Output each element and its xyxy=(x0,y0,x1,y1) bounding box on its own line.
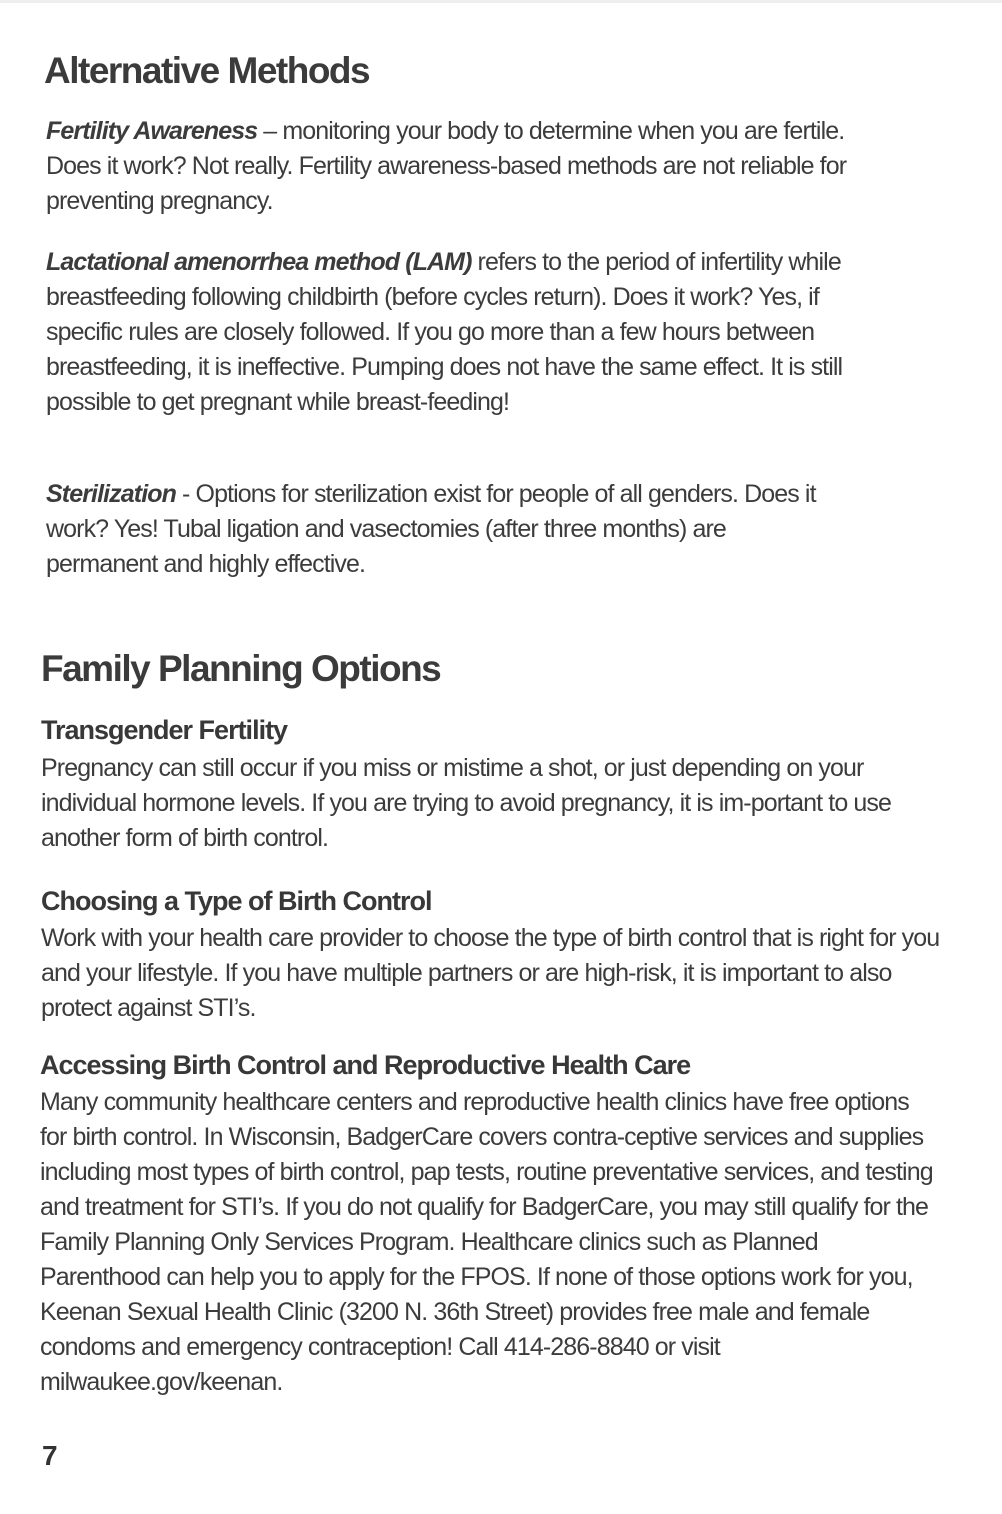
lam-term: Lactational amenorrhea method (LAM) xyxy=(46,248,472,276)
choosing-birth-control-heading: Choosing a Type of Birth Control xyxy=(41,886,432,916)
accessing-care-text: Many community healthcare centers and reproductive health clinics have free options for birth control. In Wisconsin, BadgerCare covers contra-ceptive services and supplies including most types of birth control, pap tests, routine preventative services, and testing and treatment for STI’s. If you do not qualify for BadgerCare, you may still qualify for the Family Planning Only Services Program. Healthcare clinics such as Planned Parenthood can help you to apply for the FPOS. If none of those options work for you, Keenan Sexual Health Clinic (3200 N. 36th Street) provides free male and female condoms and emergency contraception! Call 414-286-8840 or visit milwaukee.gov/keenan. xyxy=(40,1088,933,1396)
lam-paragraph xyxy=(46,245,876,420)
fertility-awareness-term: Fertility Awareness xyxy=(46,117,258,145)
transgender-fertility-heading: Transgender Fertility xyxy=(41,715,288,745)
sterilization-paragraph xyxy=(46,477,836,582)
fertility-awareness-text: – monitoring your body to determine when you are fertile. Does it work? Not really. Fertility awareness-based methods are not reliable for preventing pregnancy. xyxy=(46,117,847,215)
sterilization-text: - Options for sterilization exist for people of all genders. Does it work? Yes! Tubal ligation and vasectomies (after three months) are permanent and highly effective. xyxy=(46,480,816,578)
alternative-methods-title: Alternative Methods xyxy=(44,50,370,91)
fertility-awareness-paragraph xyxy=(46,114,876,219)
page-number: 7 xyxy=(42,1440,58,1471)
accessing-care-heading: Accessing Birth Control and Reproductive Health Care xyxy=(40,1050,691,1080)
family-planning-title: Family Planning Options xyxy=(41,648,441,689)
lam-text: refers to the period of infertility while breastfeeding following childbirth (before cycles return). Does it work? Yes, if specific rules are closely followed. If you go more than a few hours between breastfeeding, it is ineffective. Pumping does not have the same effect. It is still possible to get pregnant while breast-feeding! xyxy=(46,248,843,416)
top-divider xyxy=(0,0,1002,3)
sterilization-term: Sterilization xyxy=(46,480,176,508)
choosing-birth-control-text: Work with your health care provider to choose the type of birth control that is right for you and your lifestyle. If you have multiple partners or are high-risk, it is important to also protect against STI’s. xyxy=(41,924,940,1022)
transgender-fertility-text: Pregnancy can still occur if you miss or mistime a shot, or just depending on your individual hormone levels. If you are trying to avoid pregnancy, it is im-portant to use another form of birth control. xyxy=(41,754,891,852)
